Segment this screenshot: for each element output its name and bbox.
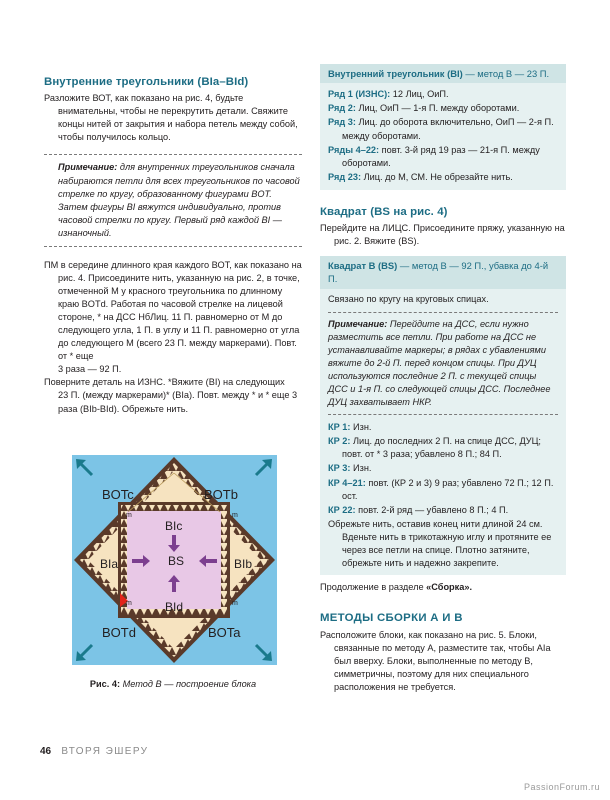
row-text: Изн. [353, 463, 372, 474]
instruction-row [328, 144, 558, 170]
label-botb: BOTb [204, 487, 238, 502]
instruction-row [328, 116, 558, 142]
label-botc: BOTc [102, 487, 134, 502]
site-watermark: PassionForum.ru [523, 782, 600, 793]
left-column [44, 74, 302, 416]
instruction-row [328, 171, 558, 184]
methods-heading: МЕТОДЫ СБОРКИ А И В [320, 612, 463, 625]
row-label: Ряд 1 (ИЗНС): [328, 89, 391, 100]
running-title: ВТОРЯ ЭШЕРУ [61, 746, 149, 757]
continue-line [320, 581, 566, 594]
m-marker-bottom-left: m [126, 600, 132, 607]
inner-triangle-box-method: — метод B — 23 П. [465, 68, 550, 79]
instruction-row [328, 421, 558, 434]
page-number: 46 [40, 746, 52, 757]
square-box-method: — метод B — 92 П., убавка до 4-й П. [328, 260, 549, 285]
inner-triangles-intro: Разложите ВОТ, как показано на рис. 4, будьте внимательны, чтобы не перекрутить детали. Свяжите концы нитей от закрытия и набора петель между собой, чтобы получилось кольцо. [44, 93, 298, 143]
row-text: повт. (КР 2 и 3) 9 раз; убавлено 72 П.; 12 П. ост. [342, 477, 554, 501]
page-footer [40, 745, 148, 759]
pm-paragraph-main: ПМ в середине длинного края каждого ВОТ, как показано на рис. 4. Присоедините нить, указанную на рис. 2, в точке, отмеченной M у красного треугольника по длинному краю BOTd. Работая по часовой стрелке на лицевой стороне, * на ДСС НбЛиц. 11 П. равномерно от M до следующего угла, 1 П. в углу и 11 П. равномерно от угла до следующего M (всего 23 П. между маркерами). Повт. от * еще [44, 259, 302, 362]
row-label: КР 2: [328, 436, 351, 447]
row-label: Ряд 2: [328, 103, 356, 114]
row-text: 12 Лиц, ОиП. [392, 89, 449, 100]
m-marker-top-right: m [232, 512, 238, 519]
row-text: Лиц. до последних 2 П. на спице ДСС, ДУЦ; повт. от * 3 раза; убавлено 8 П.; 84 П. [342, 436, 541, 460]
note-label: Примечание: [58, 162, 118, 173]
note-text: для внутренних треугольников сначала набираются петли для всех треугольников по часовой стрелке по кругу, образованному фигурами BOT. Затем фигуры BI вяжутся индивидуально, против часовой стрелки по кругу. Первый ряд каждой BI — изнаночный. [58, 162, 300, 238]
square-box-note [328, 312, 558, 415]
row-label: КР 22: [328, 504, 356, 515]
pm-paragraph-end: 3 раза — 92 П. [58, 364, 122, 375]
row-text: повт. 3-й ряд 19 раз — 21-я П. между оборотами. [342, 144, 540, 168]
right-column [320, 64, 566, 695]
square-box-sub: Связано по кругу на круговых спицах. [328, 293, 489, 304]
inner-triangle-box-head [320, 64, 566, 83]
label-bota: BOTa [208, 625, 241, 640]
square-box [320, 256, 566, 575]
row-label: КР 1: [328, 422, 351, 433]
continue-link: «Сборка». [426, 581, 473, 592]
row-text: Лиц, ОиП — 1-я П. между оборотами. [358, 103, 520, 114]
m-marker-bottom-right: m [232, 600, 238, 607]
inner-triangles-heading: Внутренние треугольники (BIa–BId) [44, 76, 249, 88]
inner-triangle-box-body [320, 83, 566, 189]
instruction-row [328, 435, 558, 461]
square-note-label: Примечание: [328, 318, 388, 329]
square-intro: Перейдите на ЛИЦС. Присоедините пряжу, указанную на рис. 2. Вяжите (BS). [320, 222, 565, 247]
methods-text: Расположите блоки, как показано на рис. 5. Блоки, связанные по методу A, разместите так, чтобы AIa был вверху. Блоки, выполненные по методу B, симметричны, поэтому для них специального расположения не требуется. [320, 630, 551, 693]
row-text: повт. 2-й ряд — убавлено 8 П.; 4 П. [358, 504, 509, 515]
instruction-row [328, 102, 558, 115]
square-box-rows [328, 421, 558, 516]
turn-paragraph-main: Поверните деталь на ИЗНС. *Вяжите (BI) на следующих [44, 377, 285, 388]
label-bid: BId [165, 600, 184, 614]
row-label: Ряд 23: [328, 171, 362, 182]
row-label: Ряды 4–22: [328, 144, 380, 155]
inner-triangle-box [320, 64, 566, 190]
instruction-row [328, 88, 558, 101]
label-bic: BIc [165, 519, 183, 533]
label-bia: BIa [100, 557, 119, 571]
inner-note [44, 154, 302, 246]
square-box-title: Квадрат B (BS) [328, 260, 398, 272]
row-label: КР 4–21: [328, 477, 366, 488]
label-bs: BS [168, 554, 185, 568]
pm-paragraph [44, 259, 302, 377]
figure-caption [44, 678, 302, 691]
continue-text: Продолжение в разделе [320, 581, 424, 592]
caption-text: Метод B — построение блока [122, 679, 257, 689]
row-text: Лиц. до М, СМ. Не обрезайте нить. [363, 171, 513, 182]
square-box-body [320, 289, 566, 575]
row-label: КР 3: [328, 463, 351, 474]
instruction-row [328, 504, 558, 517]
m-marker-top-left: m [126, 512, 132, 519]
turn-paragraph-end: 23 П. (между маркерами)* (BIa). Повт. между * и * еще 3 раза (BIb-BId). Обрежьте нить. [58, 390, 298, 414]
row-text: Изн. [353, 422, 372, 433]
square-box-finish: Обрежьте нить, оставив конец нити длиной 24 см. Вденьте нить в трикотажную иглу и протяните ее через все петли на спице. Плотно затяните, обрежьте нить и надежно закрепите. [328, 518, 552, 568]
label-bib: BIb [234, 557, 253, 571]
row-text: Лиц. до оборота включительно, ОиП — 2-я П. между оборотами. [342, 117, 554, 141]
instruction-row [328, 462, 558, 475]
turn-paragraph [44, 376, 302, 415]
instruction-row [328, 477, 558, 503]
block-diagram [72, 455, 277, 665]
inner-triangle-box-title: Внутренний треугольник (BI) [328, 68, 463, 79]
square-box-head [320, 256, 566, 289]
square-note-text: Перейдите на ДСС, если нужно разместить все петли. При работе на ДСС не устанавливайте маркеры; в рядах с убавлениями вяжите до 2-й П. перед концом спицы. При ДУЦ используются последние 2 П. с текущей спицы ДСС и 1-я П. со следующей спицы ДСС. Последнее ДУЦ захватывает НКР. [328, 318, 551, 408]
caption-label: Рис. 4: [89, 679, 121, 689]
label-botd: BOTd [102, 625, 136, 640]
square-heading: Квадрат (BS на рис. 4) [320, 205, 448, 218]
row-label: Ряд 3: [328, 117, 356, 128]
